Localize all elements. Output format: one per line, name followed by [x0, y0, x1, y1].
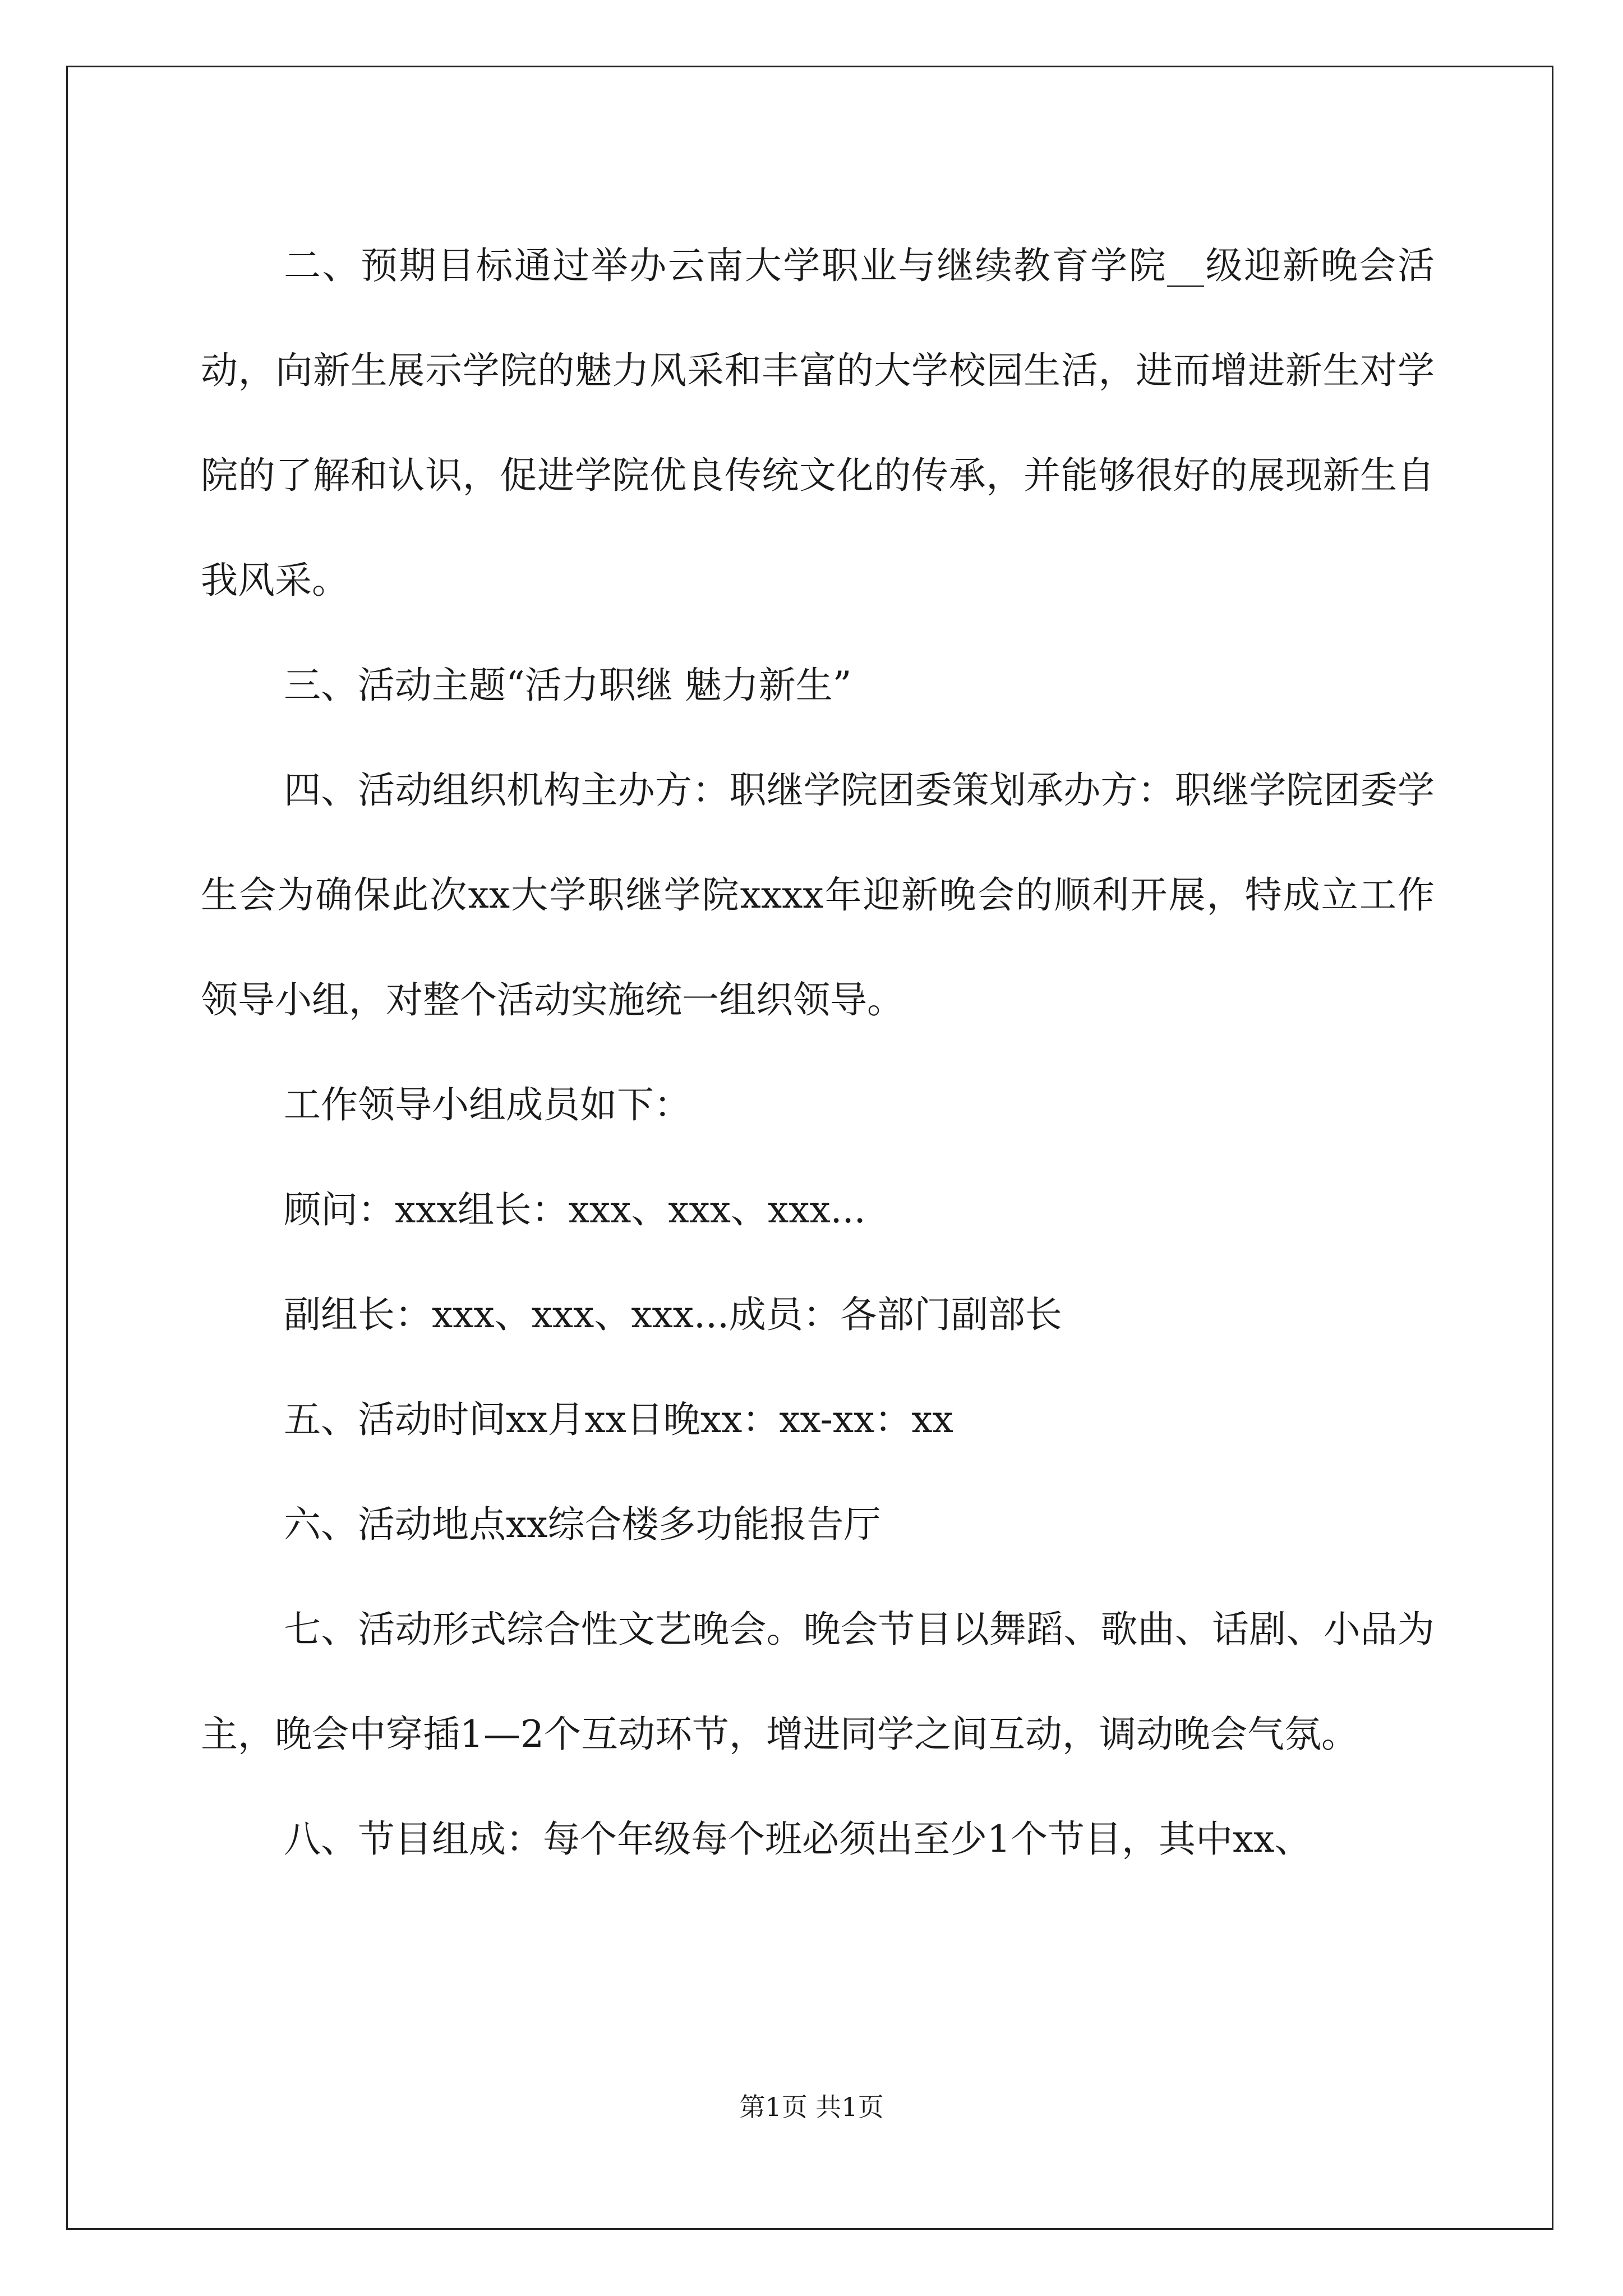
page-footer: 第1页 共1页 [739, 2092, 884, 2122]
paragraph-deputy-leader: 副组长：xxx、xxx、xxx...成员：各部门副部长 [284, 1293, 1062, 1336]
paragraph-program-composition: 八、节目组成：每个年级每个班必须出至少1个节目，其中xx、 [284, 1818, 1312, 1861]
paragraph-activity-theme: 三、活动主题“活力职继 魅力新生” [284, 664, 852, 707]
paragraph-expected-goals: 二、预期目标通过举办云南大学职业与继续教育学院__级迎新晚会活动，向新生展示学院的魅力风采和丰富的大学校园生活，进而增进新生对学院的了解和认识，促进学院优良传统文化的传承，并能够很好的展现新生自我风采。 [201, 244, 1435, 602]
paragraph-organization: 四、活动组织机构主办方：职继学院团委策划承办方：职继学院团委学生会为确保此次xx大学职继学院xxxx年迎新晚会的顺利开展，特成立工作领导小组，对整个活动实施统一组织领导。 [201, 769, 1435, 1022]
paragraph-activity-format: 七、活动形式综合性文艺晚会。晚会节目以舞蹈、歌曲、话剧、小品为主，晚会中穿插1—2个互动环节，增进同学之间互动，调动晚会气氛。 [201, 1608, 1435, 1756]
document-body [201, 213, 1435, 1892]
paragraph-advisor-leader: 顾问：xxx组长：xxx、xxx、xxx... [284, 1188, 866, 1231]
paragraph-team-members-intro: 工作领导小组成员如下： [284, 1083, 691, 1126]
paragraph-activity-time: 五、活动时间xx月xx日晚xx：xx-xx：xx [284, 1398, 953, 1441]
paragraph-activity-location: 六、活动地点xx综合楼多功能报告厅 [284, 1503, 881, 1546]
